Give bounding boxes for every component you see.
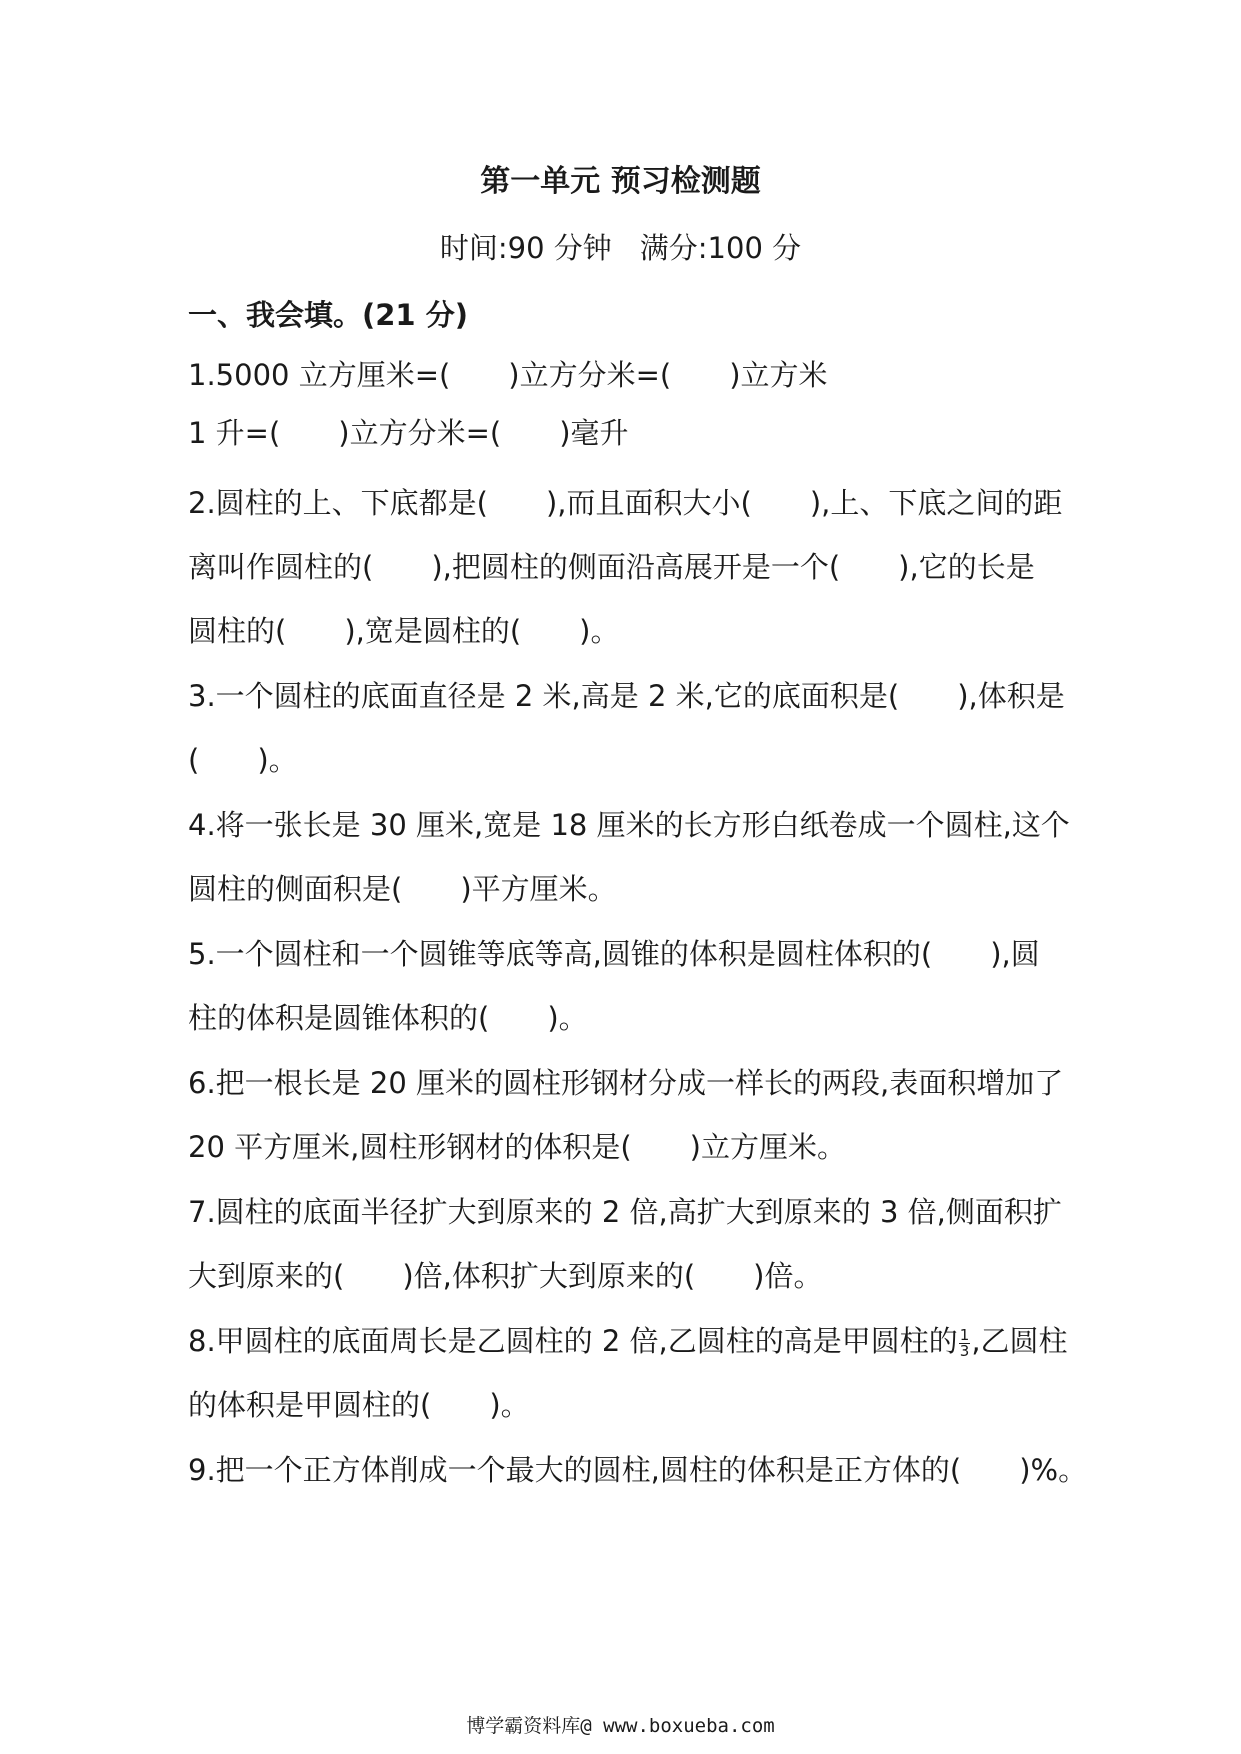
question-line: 圆柱的( ),宽是圆柱的( )。 (188, 614, 620, 648)
question-line: ( )。 (188, 743, 298, 777)
section-heading: 一、我会填。(21 分) (188, 298, 468, 332)
question-line: 的体积是甲圆柱的( )。 (188, 1388, 530, 1422)
fraction-one-third (959, 1325, 971, 1360)
page-title: 第一单元 预习检测题 (480, 164, 761, 199)
question-line: 6.把一根长是 20 厘米的圆柱形钢材分成一样长的两段,表面积增加了 (188, 1066, 1064, 1100)
question-line: 4.将一张长是 30 厘米,宽是 18 厘米的长方形白纸卷成一个圆柱,这个 (188, 808, 1070, 842)
question-8-text-continued: ,乙圆柱 (971, 1324, 1068, 1358)
full-score: 满分:100 分 (639, 231, 802, 265)
question-line: 柱的体积是圆锥体积的( )。 (188, 1001, 588, 1035)
question-line: 5.一个圆柱和一个圆锥等底等高,圆锥的体积是圆柱体积的( ),圆 (188, 937, 1040, 971)
question-line: 9.把一个正方体削成一个最大的圆柱,圆柱的体积是正方体的( )%。 (188, 1453, 1088, 1487)
question-line: 离叫作圆柱的( ),把圆柱的侧面沿高展开是一个( ),它的长是 (188, 550, 1035, 584)
exam-info (0, 228, 1241, 268)
question-8-line (188, 1321, 1068, 1361)
fraction-numerator: 1 (959, 1325, 970, 1344)
question-line: 1.5000 立方厘米=( )立方分米=( )立方米 (188, 358, 828, 392)
question-line: 圆柱的侧面积是( )平方厘米。 (188, 872, 617, 906)
fraction-denominator: 3 (959, 1341, 970, 1360)
time-limit: 时间:90 分钟 (439, 231, 612, 265)
question-line: 7.圆柱的底面半径扩大到原来的 2 倍,高扩大到原来的 3 倍,侧面积扩 (188, 1195, 1062, 1229)
question-line: 大到原来的( )倍,体积扩大到原来的( )倍。 (188, 1259, 823, 1293)
question-line: 2.圆柱的上、下底都是( ),而且面积大小( ),上、下底之间的距 (188, 486, 1063, 520)
question-line: 3.一个圆柱的底面直径是 2 米,高是 2 米,它的底面积是( ),体积是 (188, 679, 1065, 713)
footer-watermark: 博学霸资料库@ www.boxueba.com (466, 1715, 775, 1737)
question-line: 1 升=( )立方分米=( )毫升 (188, 416, 629, 450)
question-line: 20 平方厘米,圆柱形钢材的体积是( )立方厘米。 (188, 1130, 846, 1164)
question-8-text: 8.甲圆柱的底面周长是乙圆柱的 2 倍,乙圆柱的高是甲圆柱的 (188, 1324, 958, 1358)
